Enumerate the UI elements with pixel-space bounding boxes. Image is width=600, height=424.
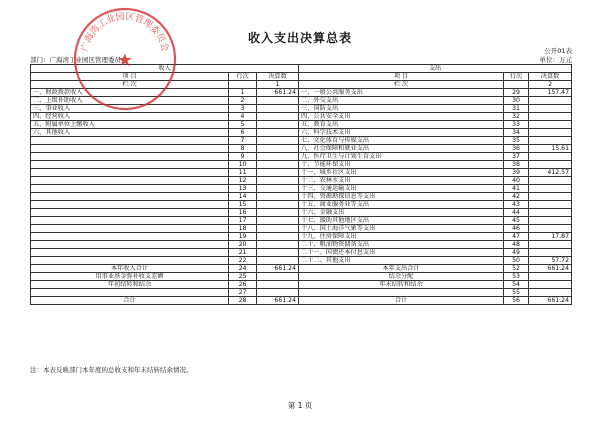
expense-item: 十五、商业服务业等支出: [299, 201, 504, 209]
income-amount: [257, 113, 299, 121]
row-number: 24: [229, 265, 257, 273]
row-number: 3: [229, 105, 257, 113]
row-number: 15: [229, 201, 257, 209]
table-row: [31, 145, 572, 153]
table-row: [31, 169, 572, 177]
income-col-label: 栏 次: [31, 81, 229, 89]
income-amount: [257, 193, 299, 201]
income-item: [31, 169, 229, 177]
income-item: 二、上级补助收入: [31, 97, 229, 105]
row-number: 12: [229, 177, 257, 185]
row-number: 32: [504, 113, 529, 121]
row-number: 1: [229, 89, 257, 97]
income-amount: [257, 145, 299, 153]
expense-amount: [529, 121, 572, 129]
table-row: [31, 217, 572, 225]
income-sum-amount: 661.24: [257, 297, 299, 305]
row-number: 45: [504, 217, 529, 225]
expense-amount: [529, 113, 572, 121]
income-fund-label: 用事业基金弥补收支差额: [31, 273, 229, 281]
table-row: [31, 153, 572, 161]
table-row: [31, 225, 572, 233]
income-item: [31, 177, 229, 185]
table-row: [31, 241, 572, 249]
amount-cell: [257, 289, 299, 297]
row-number: 30: [504, 97, 529, 105]
table-row: [31, 89, 572, 97]
income-amount: [257, 137, 299, 145]
income-item-header: 项 目: [31, 73, 229, 81]
expense-item: 三、国防支出: [299, 105, 504, 113]
row-number: 41: [504, 185, 529, 193]
expense-amount: [529, 193, 572, 201]
row-number: 46: [504, 225, 529, 233]
expense-item: 二十一、国债还本付息支出: [299, 249, 504, 257]
row-number: 25: [229, 273, 257, 281]
income-item: [31, 241, 229, 249]
expense-end-label: 年末结转和结余: [299, 281, 504, 289]
row-number: 36: [504, 145, 529, 153]
row-number: 52: [504, 265, 529, 273]
table-row: [31, 105, 572, 113]
expense-amount: 17.87: [529, 233, 572, 241]
table-row: [31, 113, 572, 121]
row-number: 26: [229, 281, 257, 289]
expense-amount: [529, 201, 572, 209]
income-item: [31, 225, 229, 233]
row-number: 18: [229, 225, 257, 233]
row-number: 27: [229, 289, 257, 297]
income-amount: [257, 233, 299, 241]
row-number: 10: [229, 161, 257, 169]
table-row: [31, 129, 572, 137]
expense-item: 八、社会保障和就业支出: [299, 145, 504, 153]
expense-amount-header: 决算数: [529, 73, 572, 81]
row-number: 7: [229, 137, 257, 145]
row-number: 17: [229, 217, 257, 225]
expense-total-amount: 661.24: [529, 265, 572, 273]
expense-amount: 157.47: [529, 89, 572, 97]
row-number: 49: [504, 249, 529, 257]
income-amount: 661.24: [257, 89, 299, 97]
amount-cell: [257, 273, 299, 281]
row-number: 35: [504, 137, 529, 145]
row-number: 29: [504, 89, 529, 97]
income-item: 四、经营收入: [31, 113, 229, 121]
expense-item: 五、教育支出: [299, 121, 504, 129]
row-number: 53: [504, 273, 529, 281]
row-number: 50: [504, 257, 529, 265]
amount-cell: [257, 281, 299, 289]
expense-item: 十、节能环保支出: [299, 161, 504, 169]
income-expense-table: [30, 64, 572, 305]
expense-item: 十二、农林水支出: [299, 177, 504, 185]
page-number: 第 1 页: [287, 401, 313, 410]
unit-label: 单位：万元: [539, 56, 572, 64]
expense-amount: [529, 249, 572, 257]
income-amount: [257, 121, 299, 129]
table-body: [31, 89, 572, 265]
income-rowno-header: 行次: [229, 73, 257, 81]
row-number: 21: [229, 249, 257, 257]
income-amount: [257, 249, 299, 257]
row-number: 28: [229, 297, 257, 305]
income-amount: [257, 225, 299, 233]
blank-cell: [31, 289, 229, 297]
income-item: [31, 161, 229, 169]
expense-item: 十三、交通运输支出: [299, 185, 504, 193]
row-number: 40: [504, 177, 529, 185]
row-number: 34: [504, 129, 529, 137]
svg-text:广海湾工业园区管理委员会: 广海湾工业园区管理委员会: [80, 12, 170, 53]
expense-amount: [529, 129, 572, 137]
expense-amount: 57.72: [529, 257, 572, 265]
income-amount: [257, 97, 299, 105]
expense-header: 支出: [299, 65, 572, 73]
row-number: 11: [229, 169, 257, 177]
income-amount: [257, 209, 299, 217]
form-code: 公开01表: [544, 47, 572, 55]
table-row: [31, 177, 572, 185]
expense-item: 十九、住房保障支出: [299, 233, 504, 241]
row-number: 38: [504, 161, 529, 169]
table-row: [31, 97, 572, 105]
income-amount: [257, 201, 299, 209]
row-number: 14: [229, 193, 257, 201]
amount-cell: [529, 289, 572, 297]
expense-item: 十八、国土海洋气象等支出: [299, 225, 504, 233]
income-item: [31, 201, 229, 209]
income-item: 六、其他收入: [31, 129, 229, 137]
income-begin-label: 年初结转和结余: [31, 281, 229, 289]
expense-sum-label: 合计: [299, 297, 504, 305]
row-number: 55: [504, 289, 529, 297]
row-number: 8: [229, 145, 257, 153]
expense-amount: [529, 185, 572, 193]
row-number: 54: [504, 281, 529, 289]
income-item: [31, 257, 229, 265]
income-amount: [257, 129, 299, 137]
expense-amount: [529, 153, 572, 161]
expense-col-no: 2: [529, 81, 572, 89]
income-amount: [257, 177, 299, 185]
row-number: 19: [229, 233, 257, 241]
income-total-amount: 661.24: [257, 265, 299, 273]
income-item: 一、财政拨款收入: [31, 89, 229, 97]
income-item: [31, 153, 229, 161]
expense-item: 十六、金融支出: [299, 209, 504, 217]
expense-item: 七、文化体育与传媒支出: [299, 137, 504, 145]
expense-item-header: 项 目: [299, 73, 504, 81]
row-number: 44: [504, 209, 529, 217]
table-row: [31, 249, 572, 257]
amount-cell: [529, 273, 572, 281]
blank-cell: [299, 289, 504, 297]
expense-amount: [529, 217, 572, 225]
expense-amount: 15.61: [529, 145, 572, 153]
income-amount: [257, 153, 299, 161]
income-sum-label: 合计: [31, 297, 229, 305]
row-number: 43: [504, 201, 529, 209]
income-amount: [257, 241, 299, 249]
expense-item: 二十二、其他支出: [299, 257, 504, 265]
expense-amount: [529, 105, 572, 113]
income-item: [31, 193, 229, 201]
svg-text:★: ★: [116, 50, 134, 71]
expense-rowno-header: 行次: [504, 73, 529, 81]
report-title: 收入支出决算总表: [247, 31, 352, 45]
expense-item: 一、一般公共服务支出: [299, 89, 504, 97]
expense-amount: [529, 241, 572, 249]
footnote: 注：本表反映部门本年度的总收支和年末结转结余情况。: [30, 366, 193, 374]
expense-col-label: 栏 次: [299, 81, 504, 89]
row-number: 37: [504, 153, 529, 161]
expense-dist-label: 结余分配: [299, 273, 504, 281]
income-item: 五、附属单位上缴收入: [31, 121, 229, 129]
income-amount: [257, 257, 299, 265]
table-row: [31, 185, 572, 193]
income-amount: [257, 161, 299, 169]
expense-amount: [529, 137, 572, 145]
row-number: 5: [229, 121, 257, 129]
row-number: 2: [229, 97, 257, 105]
expense-sum-amount: 661.24: [529, 297, 572, 305]
expense-amount: [529, 209, 572, 217]
table-row: [31, 209, 572, 217]
expense-amount: [529, 225, 572, 233]
blank-cell: [504, 81, 529, 89]
income-amount: [257, 105, 299, 113]
row-number: 22: [229, 257, 257, 265]
income-amount: [257, 185, 299, 193]
table-row: [31, 137, 572, 145]
expense-total-label: 本年支出合计: [299, 265, 504, 273]
table-row: [31, 233, 572, 241]
income-col-no: 1: [257, 81, 299, 89]
row-number: 48: [504, 241, 529, 249]
row-number: 42: [504, 193, 529, 201]
income-amount: [257, 169, 299, 177]
income-item: [31, 185, 229, 193]
expense-item: 九、医疗卫生与计划生育支出: [299, 153, 504, 161]
row-number: 31: [504, 105, 529, 113]
expense-item: 二十、粮油物资储备支出: [299, 241, 504, 249]
row-number: 6: [229, 129, 257, 137]
expense-item: 四、公共安全支出: [299, 113, 504, 121]
income-amount: [257, 217, 299, 225]
expense-item: 十四、资源勘探信息等支出: [299, 193, 504, 201]
row-number: 33: [504, 121, 529, 129]
expense-amount: 412.57: [529, 169, 572, 177]
table-row: [31, 161, 572, 169]
income-item: [31, 137, 229, 145]
row-number: 56: [504, 297, 529, 305]
table-row: [31, 193, 572, 201]
department-label: 部门：广海湾工业园区管理委员会: [30, 56, 128, 64]
income-item: [31, 209, 229, 217]
row-number: 39: [504, 169, 529, 177]
expense-item: 十七、援助其他地区支出: [299, 217, 504, 225]
expense-amount: [529, 161, 572, 169]
row-number: 20: [229, 241, 257, 249]
income-item: [31, 145, 229, 153]
row-number: 13: [229, 185, 257, 193]
row-number: 16: [229, 209, 257, 217]
expense-item: 十一、城乡社区支出: [299, 169, 504, 177]
income-item: 三、事业收入: [31, 105, 229, 113]
table-row: [31, 121, 572, 129]
income-header: 收入: [31, 65, 299, 73]
income-item: [31, 217, 229, 225]
table-row: [31, 257, 572, 265]
expense-amount: [529, 177, 572, 185]
income-total-label: 本年收入合计: [31, 265, 229, 273]
amount-cell: [529, 281, 572, 289]
income-item: [31, 233, 229, 241]
blank-cell: [229, 81, 257, 89]
expense-item: 六、科学技术支出: [299, 129, 504, 137]
row-number: 47: [504, 233, 529, 241]
income-amount-header: 决算数: [257, 73, 299, 81]
row-number: 9: [229, 153, 257, 161]
expense-amount: [529, 97, 572, 105]
income-item: [31, 249, 229, 257]
row-number: 4: [229, 113, 257, 121]
expense-item: 二、外交支出: [299, 97, 504, 105]
table-row: [31, 201, 572, 209]
